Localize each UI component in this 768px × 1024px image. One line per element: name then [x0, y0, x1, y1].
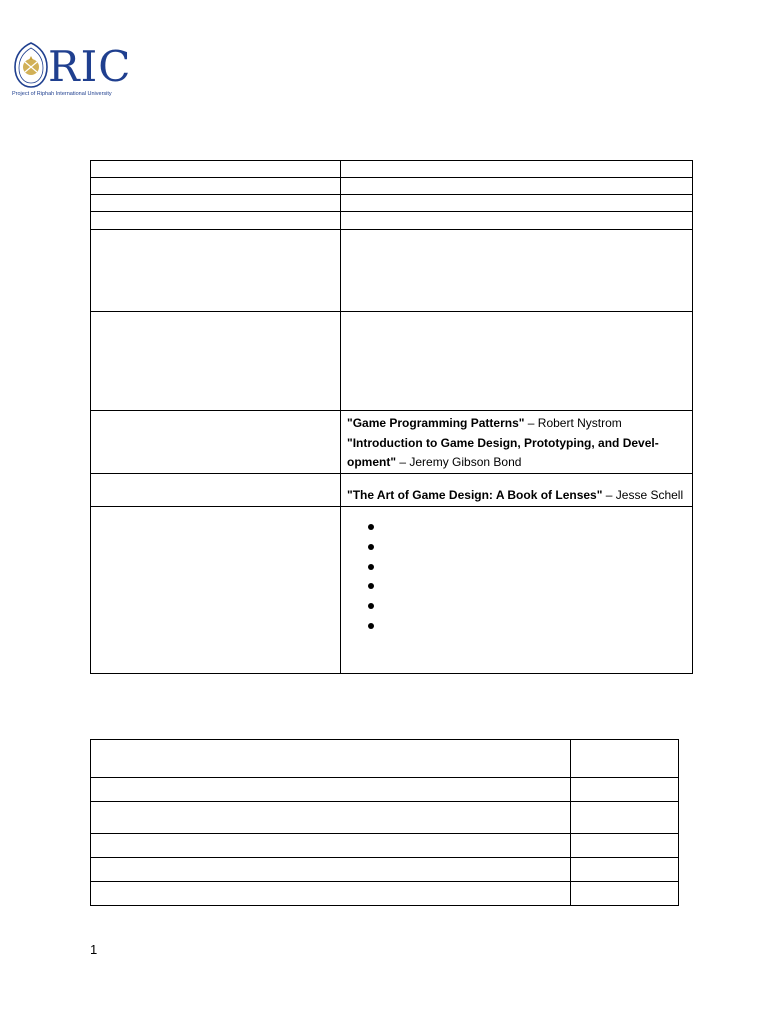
- bullet-icon: [368, 623, 374, 629]
- list-item: [368, 519, 692, 539]
- bullet-icon: [368, 524, 374, 530]
- table-row: [91, 230, 693, 312]
- book-title: "Game Programming Patterns": [347, 416, 525, 430]
- book-title: "Introduction to Game Design, Prototyping, and Devel-opment": [347, 436, 659, 469]
- brand-name: RIC: [48, 42, 132, 91]
- list-item: [368, 618, 692, 638]
- book-entry: [341, 411, 692, 433]
- bullets-cell: [341, 507, 693, 674]
- book-author: – Robert Nystrom: [524, 416, 622, 430]
- table-row: [91, 858, 679, 882]
- book-author: – Jeremy Gibson Bond: [396, 455, 522, 469]
- table-row: [91, 740, 679, 778]
- table-row: [91, 834, 679, 858]
- list-item: [368, 598, 692, 618]
- table-row: [91, 802, 679, 834]
- bullets-row: [91, 507, 693, 674]
- reference-row: [91, 474, 693, 507]
- book-title: "The Art of Game Design: A Book of Lenses": [347, 488, 603, 502]
- bullet-icon: [368, 603, 374, 609]
- bullet-list: [341, 507, 692, 638]
- table-row: [91, 195, 693, 212]
- table-row: [91, 161, 693, 178]
- bullet-icon: [368, 564, 374, 570]
- reference-cell: [341, 474, 693, 507]
- page-number: 1: [90, 942, 98, 957]
- seal-icon: [12, 41, 50, 89]
- brand-tagline: Project of Riphah International University: [12, 91, 112, 97]
- textbooks-row: [91, 411, 693, 474]
- assessment-table: [90, 739, 679, 906]
- table-row: [91, 312, 693, 411]
- table-row: [91, 778, 679, 802]
- book-author: – Jesse Schell: [602, 488, 684, 502]
- table-row: [91, 212, 693, 230]
- bullet-icon: [368, 544, 374, 550]
- book-entry: [341, 474, 692, 505]
- bullet-icon: [368, 583, 374, 589]
- table-row: [91, 882, 679, 906]
- textbooks-cell: [341, 411, 693, 474]
- table-row: [91, 178, 693, 195]
- list-item: [368, 578, 692, 598]
- list-item: [368, 539, 692, 559]
- ric-logo: [10, 38, 134, 102]
- book-entry: [341, 433, 692, 472]
- course-info-table: [90, 160, 693, 674]
- list-item: [368, 559, 692, 579]
